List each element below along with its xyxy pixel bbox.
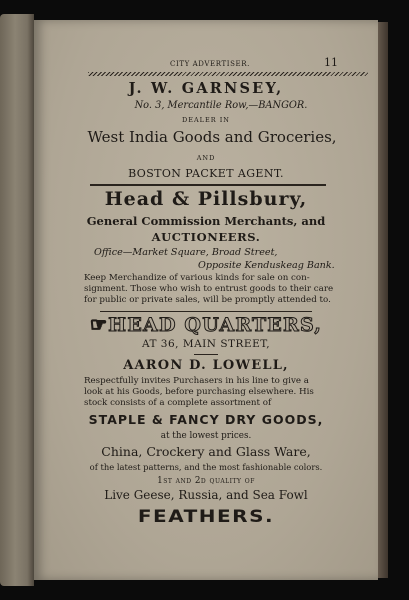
divider-rule	[90, 184, 326, 186]
divider-rule	[100, 311, 312, 312]
head-pillsbury-paragraph	[84, 273, 368, 306]
lowell-paragraph	[84, 376, 368, 409]
head-pillsbury-opposite: Opposite Kenduskeag Bank.	[198, 260, 335, 271]
paragraph-line: look at his Goods, before purchasing elsewhere. His	[84, 387, 314, 397]
head-quarters-address: AT 36, MAIN STREET,	[141, 338, 271, 350]
head-pillsbury-line1: General Commission Merchants, and	[86, 214, 326, 228]
paragraph-line: Respectfully invites Purchasers in his line to give a	[84, 376, 309, 386]
garnsey-and: AND	[196, 154, 216, 162]
paragraph-line: signment. Those who wish to entrust goods to their care	[84, 284, 334, 294]
latest-patterns: of the latest patterns, and the most fashionable colors.	[89, 462, 323, 472]
running-title: CITY ADVERTISER.	[170, 60, 250, 68]
quality-line: 1st and 2d quality of	[157, 476, 255, 486]
head-pillsbury-line2: AUCTIONEERS.	[151, 230, 261, 244]
head-quarters-banner: ☞HEAD QUARTERS,	[89, 314, 323, 336]
head-pillsbury-office: Office—Market Square, Broad Street,	[94, 247, 278, 258]
garnsey-name: J. W. GARNSEY,	[128, 80, 284, 97]
lowest-prices: at the lowest prices.	[160, 431, 252, 441]
garnsey-address: No. 3, Mercantile Row,—BANGOR.	[134, 100, 308, 111]
paragraph-line: stock consists of a complete assortment of	[84, 398, 272, 408]
paragraph-line: Keep Merchandize of various kinds for sale on con-	[84, 273, 310, 283]
garnsey-dealer-in: DEALER IN	[182, 116, 230, 124]
china-crockery: China, Crockery and Glass Ware,	[101, 444, 311, 459]
garnsey-goods: West India Goods and Groceries,	[87, 128, 337, 146]
garnsey-agent: BOSTON PACKET AGENT.	[128, 167, 284, 180]
page-number: 11	[324, 56, 338, 69]
decorative-wavy-rule	[88, 72, 368, 76]
lowell-name: AARON D. LOWELL,	[123, 358, 289, 373]
live-geese: Live Geese, Russia, and Sea Fowl	[104, 488, 308, 502]
head-pillsbury-name: Head & Pillsbury,	[104, 188, 308, 210]
feathers-heading: FEATHERS.	[137, 505, 275, 527]
book-page	[34, 20, 378, 580]
staple-fancy-goods: STAPLE & FANCY DRY GOODS,	[88, 412, 324, 427]
book-spine	[0, 14, 34, 586]
short-rule	[194, 354, 218, 355]
paragraph-line: for public or private sales, will be promptly attended to.	[84, 295, 331, 305]
